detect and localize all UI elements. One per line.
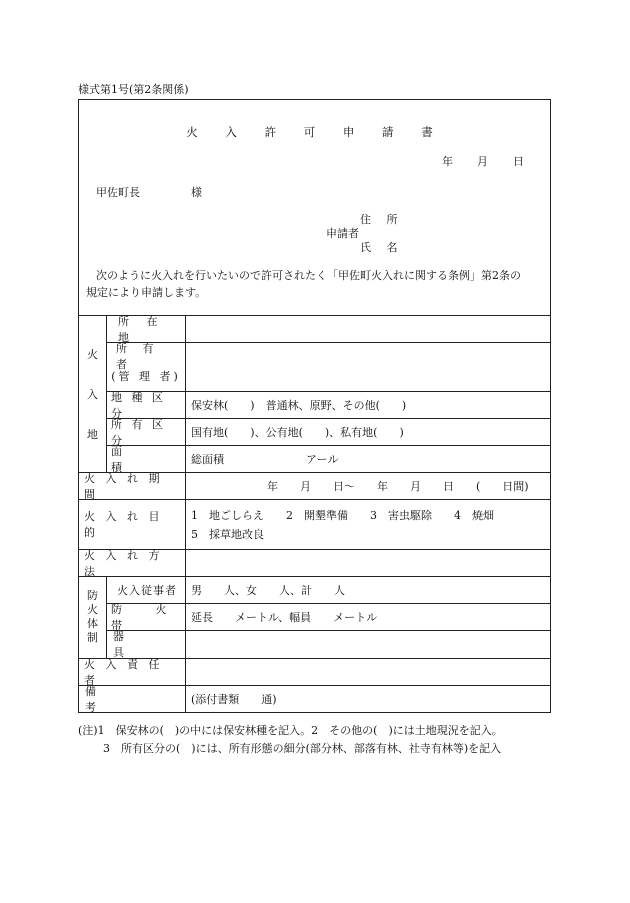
ownership-type-label: 所 有 区 分 <box>111 417 166 447</box>
area-value[interactable]: 総面積 アール <box>191 452 339 466</box>
purpose-label: 火 入 れ 目 的 <box>84 510 163 539</box>
workers-value[interactable]: 男 人、女 人、計 人 <box>191 583 345 597</box>
period-label: 火 入 れ 期 間 <box>84 471 163 501</box>
date-year: 年 <box>442 155 453 168</box>
owner-label-manager: (管 理 者) <box>111 370 181 383</box>
remarks-label: 備 考 <box>85 685 166 714</box>
responsible-person-label: 火 入 責 任 者 <box>84 657 163 687</box>
ownership-type-value[interactable]: 国有地( )、公有地( )、私有地( ) <box>191 425 404 439</box>
applicant-name-label: 氏 名 <box>360 241 404 254</box>
workers-label: 火入従事者 <box>117 583 177 597</box>
date-day: 日 <box>513 155 524 168</box>
period-value[interactable]: 年 月 日～ 年 月 日 ( 日間) <box>267 479 529 493</box>
remarks-row <box>78 686 551 713</box>
application-form <box>78 99 551 686</box>
land-group-label: 火 入 地 <box>87 347 98 441</box>
applicant-label: 申請者 <box>326 227 359 240</box>
form-number-label: 様式第1号(第2条関係) <box>78 83 189 96</box>
remarks-value[interactable]: (添付書類 通) <box>191 693 277 706</box>
addressee-honorific: 様 <box>191 186 202 199</box>
body-text-line-1: 次のように火入れを行いたいので許可されたく「甲佐町火入れに関する条例」第2条の <box>96 269 521 282</box>
body-text-line-2: 規定により申請します。 <box>86 286 207 299</box>
firebreak-label: 防 火 帯 <box>111 602 182 632</box>
note-line-1: (注)1 保安林の( )の中には保安林種を記入。2 その他の( )には土地現況を記入。 <box>78 724 503 737</box>
land-type-label: 地 種 区 分 <box>111 390 166 420</box>
area-label: 面 積 <box>111 444 170 474</box>
form-title: 火 入 許 可 申 請 書 <box>186 125 445 139</box>
land-type-value[interactable]: 保安林( ) 普通林、原野、その他( ) <box>191 398 407 412</box>
fire-prevention-group-label: 防 火 体 制 <box>87 589 98 644</box>
purpose-options-line-2[interactable]: 5 採草地改良 <box>191 528 264 541</box>
applicant-address-label: 住 所 <box>360 213 404 226</box>
firebreak-value[interactable]: 延長 メートル、幅員 メートル <box>191 610 378 624</box>
equipment-label: 器 具 <box>113 630 162 659</box>
date-month: 月 <box>477 155 488 168</box>
addressee-name: 甲佐町長 <box>96 186 140 199</box>
owner-label: 所 有 者 <box>116 342 160 371</box>
location-label: 所 在 地 <box>118 314 165 344</box>
purpose-options-line-1[interactable]: 1 地ごしらえ 2 開墾準備 3 害虫駆除 4 焼畑 <box>191 509 494 522</box>
method-label: 火 入 れ 方 法 <box>84 548 163 578</box>
note-line-2: 3 所有区分の( )には、所有形態の細分(部分林、部落有林、社寺有林等)を記入 <box>103 742 502 755</box>
